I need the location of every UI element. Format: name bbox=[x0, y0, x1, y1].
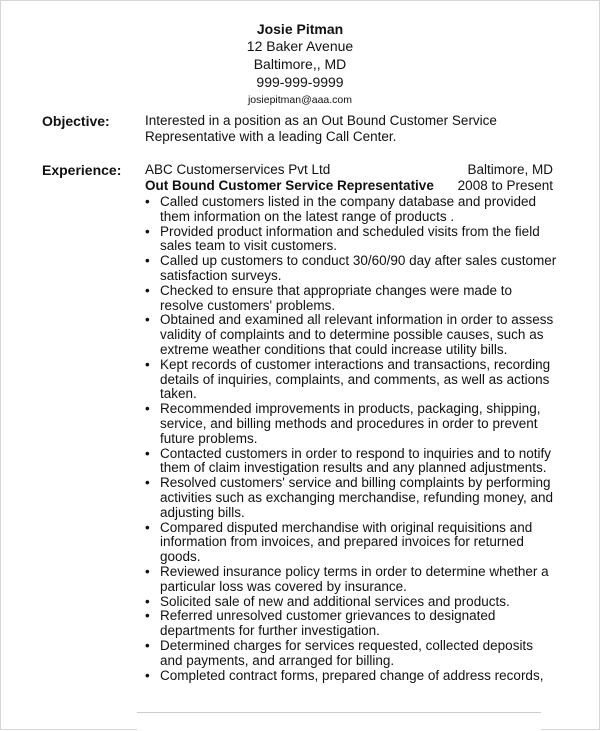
list-item bbox=[145, 225, 565, 255]
bullet-icon: • bbox=[145, 563, 150, 579]
list-item-line: Completed contract forms, prepared change of address records, bbox=[160, 667, 544, 683]
list-item bbox=[145, 565, 565, 595]
list-item-line: service, and billing methods and procedures in order to prevent bbox=[160, 415, 538, 431]
list-item-line: resolve customers' problems. bbox=[160, 297, 336, 313]
list-item-line: Referred unresolved customer grievances to designated bbox=[160, 608, 496, 624]
list-item-line: goods. bbox=[160, 549, 201, 565]
list-item bbox=[145, 284, 565, 314]
list-item-line: details of inquiries, complaints, and comments, as well as actions bbox=[160, 371, 550, 387]
list-item bbox=[145, 476, 565, 520]
list-item-line: them information on the latest range of products . bbox=[160, 208, 455, 224]
bullet-icon: • bbox=[145, 667, 150, 683]
bullet-icon: • bbox=[145, 475, 150, 491]
experience-label: Experience: bbox=[42, 162, 122, 178]
job-title: Out Bound Customer Service Representative bbox=[145, 178, 434, 193]
list-item bbox=[145, 639, 565, 669]
list-item-line: Compared disputed merchandise with original requisitions and bbox=[160, 519, 533, 535]
responsibilities-list bbox=[145, 195, 565, 683]
list-item-line: Contacted customers in order to respond to inquiries and to notify bbox=[160, 445, 551, 461]
list-item-line: particular loss was covered by insurance. bbox=[160, 578, 407, 594]
list-item-line: Recommended improvements in products, packaging, shipping, bbox=[160, 401, 541, 417]
list-item-line: departments for further investigation. bbox=[160, 623, 380, 639]
list-item-line: them of claim investigation results and any planned adjustments. bbox=[160, 460, 547, 476]
list-item-line: activities such as exchanging merchandise, refunding money, and bbox=[160, 489, 553, 505]
city: Baltimore,, MD bbox=[253, 56, 347, 72]
list-item-line: Provided product information and scheduled visits from the field bbox=[160, 223, 540, 239]
bullet-icon: • bbox=[145, 223, 150, 239]
list-item-line: future problems. bbox=[160, 430, 258, 446]
list-item-line: sales team to visit customers. bbox=[160, 238, 338, 254]
list-item-line: Kept records of customer interactions and transactions, recording bbox=[160, 356, 551, 372]
job-location: Baltimore, MD bbox=[467, 162, 553, 177]
list-item-line: extreme weather conditions that could increase utility bills. bbox=[160, 341, 508, 357]
list-item-line: Solicited sale of new and additional services and products. bbox=[160, 593, 510, 609]
list-item-line: and payments, and arranged for billing. bbox=[160, 652, 395, 668]
objective-label: Objective: bbox=[42, 113, 110, 129]
bullet-icon: • bbox=[145, 608, 150, 624]
list-item bbox=[145, 595, 565, 610]
bullet-icon: • bbox=[145, 401, 150, 417]
list-item-line: Obtained and examined all relevant information in order to assess bbox=[160, 312, 554, 328]
company: ABC Customerservices Pvt Ltd bbox=[145, 162, 331, 177]
bullet-icon: • bbox=[145, 637, 150, 653]
phone: 999-999-9999 bbox=[256, 74, 344, 90]
objective-text bbox=[145, 113, 497, 145]
address: 12 Baker Avenue bbox=[246, 38, 354, 54]
list-item bbox=[145, 358, 565, 402]
list-item bbox=[145, 402, 565, 446]
list-item-line: information from invoices, and prepared invoices for returned bbox=[160, 534, 524, 550]
list-item-line: Called up customers to conduct 30/60/90 day after sales customer bbox=[160, 253, 557, 269]
bullet-icon: • bbox=[145, 194, 150, 209]
bullet-icon: • bbox=[145, 593, 150, 609]
bullet-icon: • bbox=[145, 282, 150, 298]
list-item-line: Checked to ensure that appropriate changes were made to bbox=[160, 282, 512, 298]
list-item-line: taken. bbox=[160, 386, 197, 402]
list-item bbox=[145, 447, 565, 477]
list-item bbox=[145, 254, 565, 284]
page-cut-line bbox=[137, 712, 541, 731]
list-item-line: Reviewed insurance policy terms in order to determine whether a bbox=[160, 563, 549, 579]
list-item bbox=[145, 195, 565, 225]
list-item-line: satisfaction surveys. bbox=[160, 267, 282, 283]
list-item bbox=[145, 669, 565, 684]
bullet-icon: • bbox=[145, 312, 150, 328]
candidate-name: Josie Pitman bbox=[256, 21, 344, 37]
bullet-icon: • bbox=[145, 356, 150, 372]
list-item-line: validity of complaints and to determine possible causes, such as bbox=[160, 327, 544, 343]
list-item-line: Determined charges for services requested, collected deposits bbox=[160, 637, 533, 653]
bullet-icon: • bbox=[145, 445, 150, 461]
email: josiepitman@aaa.com bbox=[247, 94, 353, 106]
list-item bbox=[145, 313, 565, 357]
bullet-icon: • bbox=[145, 519, 150, 535]
list-item-line: Resolved customers' service and billing complaints by performing bbox=[160, 475, 551, 491]
objective-line: Interested in a position as an Out Bound Customer Service bbox=[145, 113, 497, 128]
list-item bbox=[145, 521, 565, 565]
list-item-line: Called customers listed in the company database and provided bbox=[160, 194, 536, 209]
list-item-line: adjusting bills. bbox=[160, 504, 245, 520]
job-dates: 2008 to Present bbox=[457, 178, 553, 193]
objective-line: Representative with a leading Call Center. bbox=[145, 129, 397, 144]
list-item bbox=[145, 609, 565, 639]
bullet-icon: • bbox=[145, 253, 150, 269]
